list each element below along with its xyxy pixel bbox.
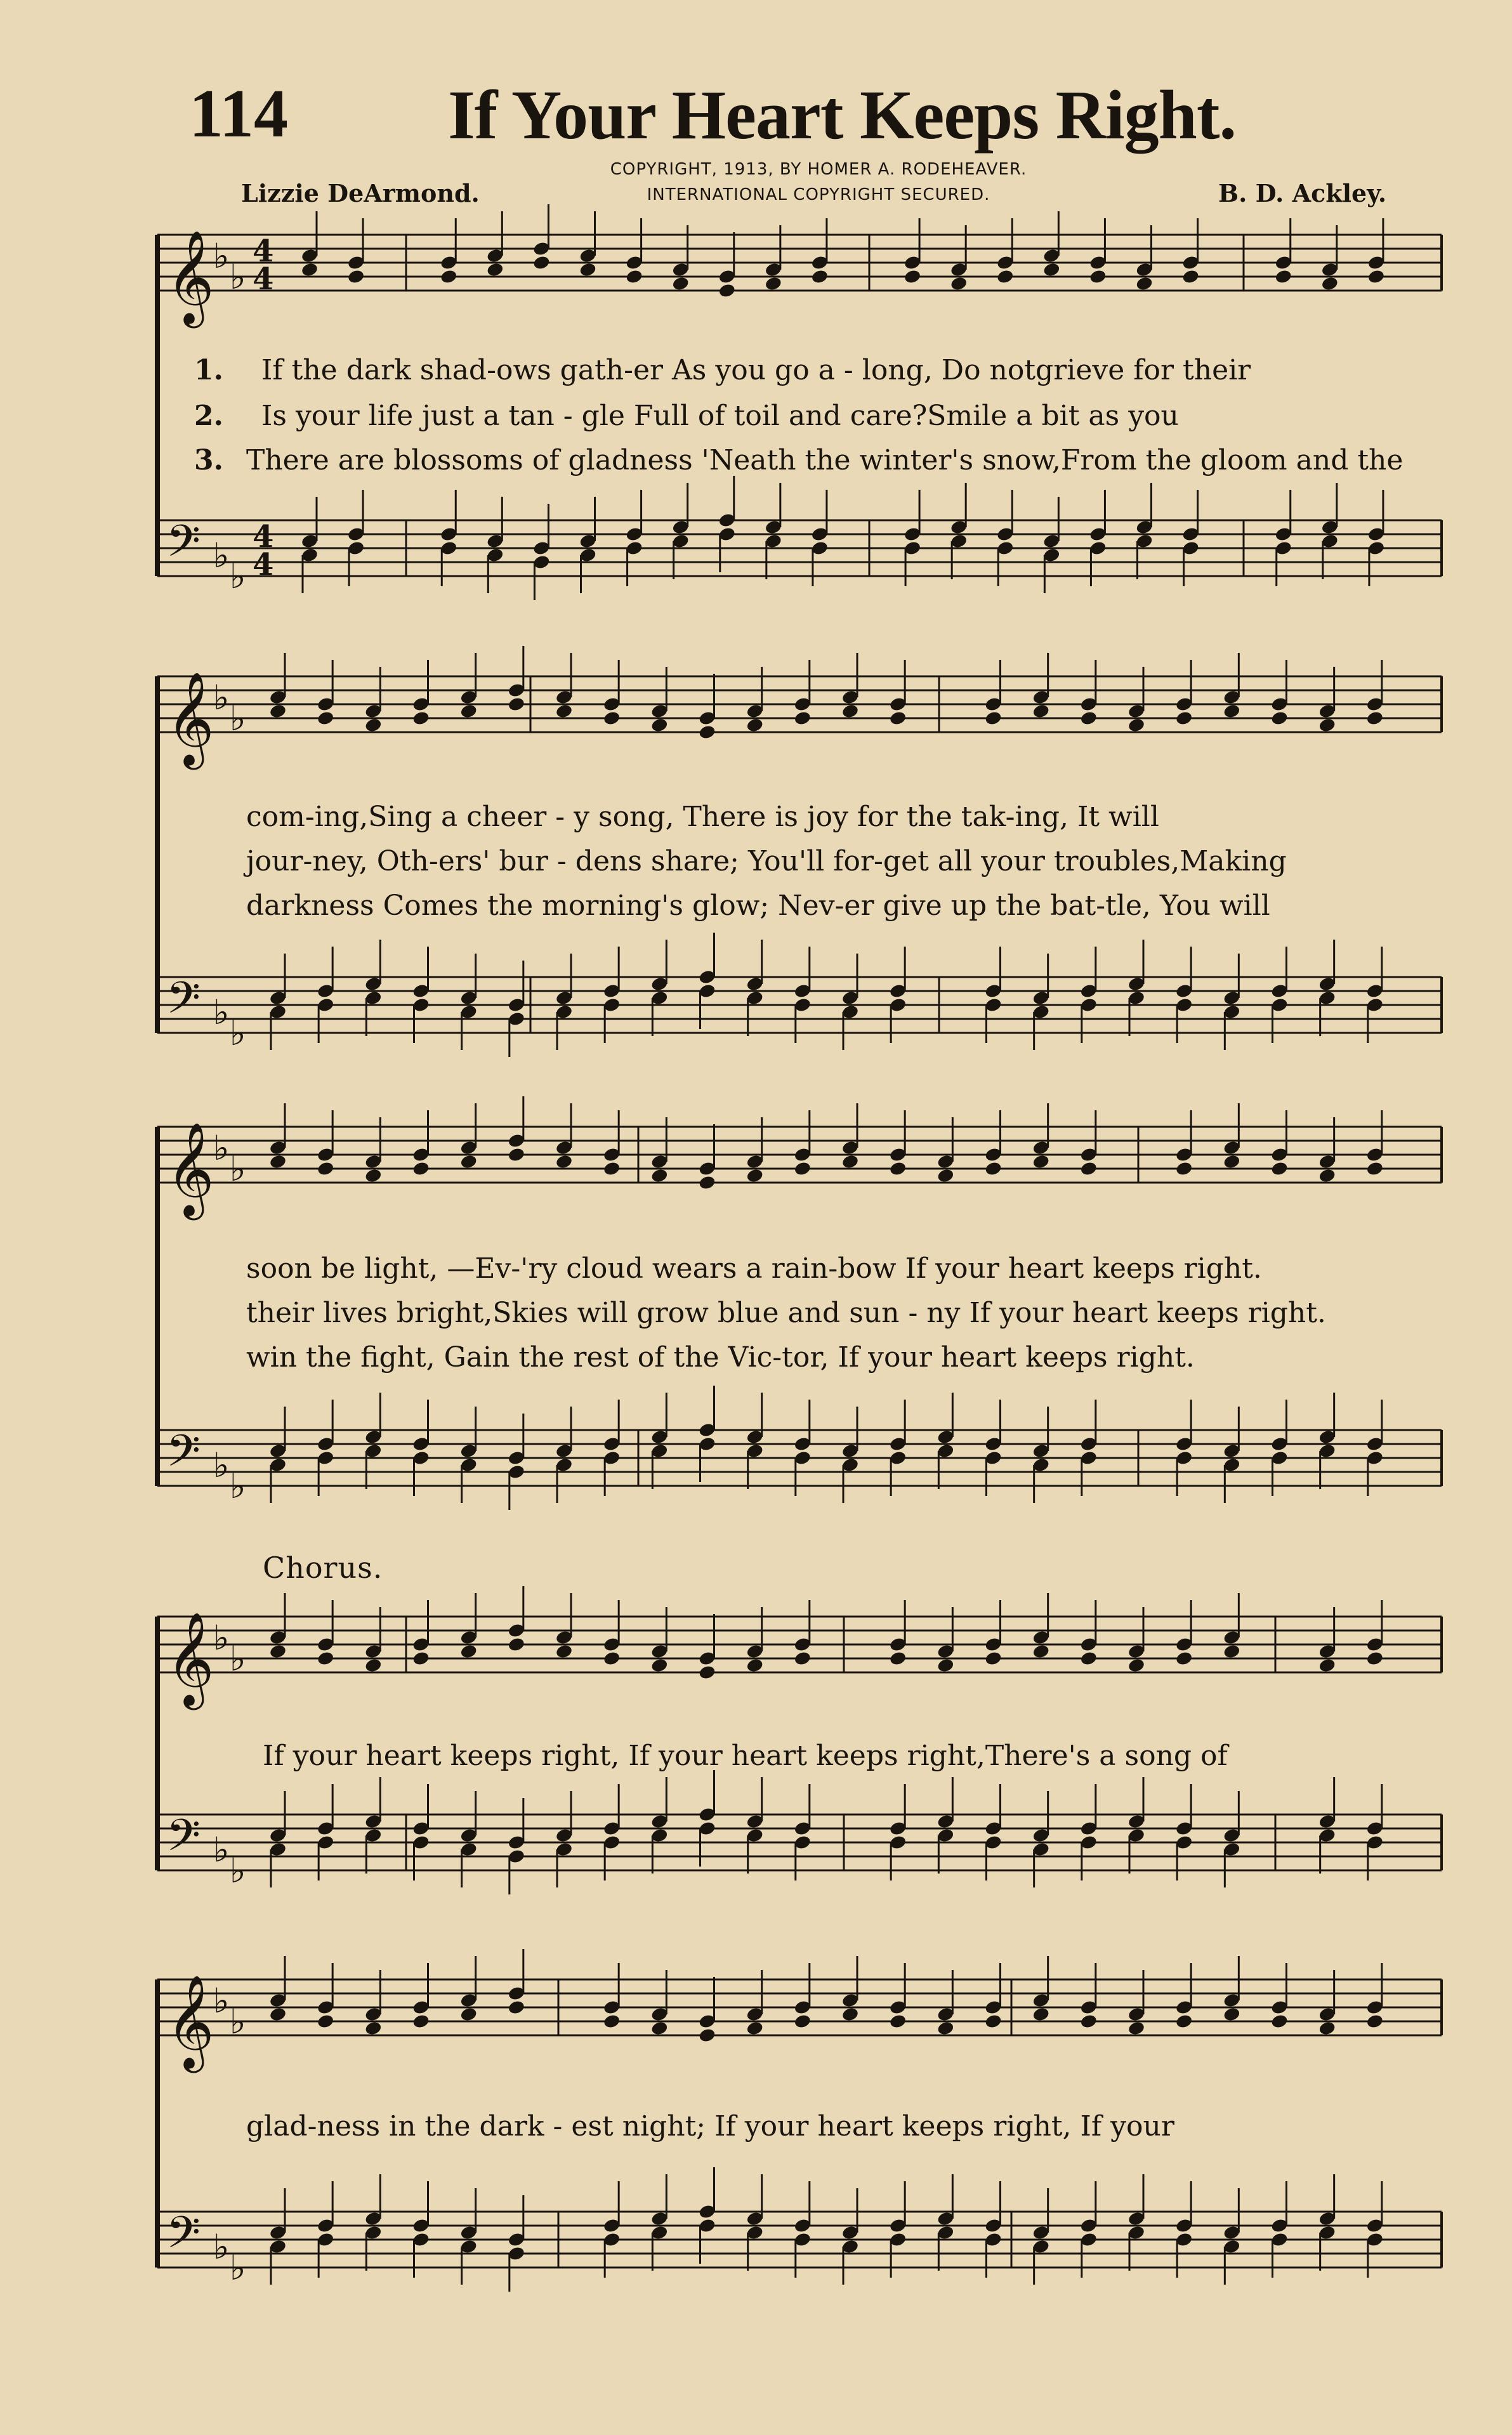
note-head: [698, 1664, 716, 1680]
note-head: [746, 1167, 764, 1183]
note-head: [1079, 2013, 1098, 2029]
note-head: [364, 1167, 383, 1183]
note-head: [889, 1650, 907, 1666]
note-head: [1175, 710, 1193, 726]
note-head: [698, 724, 716, 740]
note-head: [301, 261, 319, 277]
composer-credit: B. D. Ackley.: [1218, 179, 1387, 207]
lyric-s3-v3: win the fight, Gain the rest of the Vic-tor, If your heart keeps right.: [246, 1341, 1195, 1374]
note-head: [984, 2013, 1003, 2029]
flat-icon: ♭: [230, 556, 246, 596]
note-head: [317, 1650, 335, 1666]
note-head: [603, 710, 621, 726]
note-head: [793, 1650, 812, 1666]
lyric-s2-v3: darkness Comes the morning's glow; Nev-er give up the bat-tle, You will: [246, 889, 1270, 922]
flat-icon: ♭: [213, 236, 230, 276]
lyric-s3-v2: their lives bright,Skies will grow blue and sun - ny If your heart keeps right.: [246, 1297, 1326, 1329]
note-head: [841, 1153, 860, 1169]
note-head: [1274, 268, 1292, 284]
verse-number-1: 1.: [194, 354, 223, 386]
note-head: [937, 2020, 955, 2036]
note-head: [555, 1643, 574, 1659]
note-head: [317, 2013, 335, 2029]
lyric-s1-v2: Is your life just a tan - gle Full of toil and care?Smile a bit as you: [261, 400, 1179, 432]
note-head: [764, 275, 782, 291]
flat-icon: ♭: [230, 1466, 246, 1506]
note-head: [579, 261, 597, 277]
flat-icon: ♭: [213, 1128, 230, 1168]
note-head: [889, 1160, 907, 1176]
note-head: [269, 2006, 287, 2022]
treble-clef-icon: 𝄞: [166, 1974, 214, 2069]
note-head: [317, 710, 335, 726]
note-head: [486, 261, 504, 277]
note-head: [1032, 1643, 1050, 1659]
flat-icon: ♭: [230, 1639, 246, 1679]
note-head: [698, 2027, 716, 2043]
note-head: [698, 1174, 716, 1190]
note-head: [1365, 1160, 1384, 1176]
note-head: [718, 282, 736, 298]
note-head: [746, 717, 764, 733]
note-head: [841, 703, 860, 719]
note-head: [440, 268, 458, 284]
note-head: [459, 2006, 478, 2022]
lyric-chorus-s4: If your heart keeps right, If your heart keeps right,There's a song of: [263, 1740, 1228, 1772]
chorus-label: Chorus.: [263, 1551, 383, 1585]
flat-icon: ♭: [230, 1013, 246, 1053]
note-head: [904, 268, 922, 284]
flat-icon: ♭: [213, 1618, 230, 1658]
note-head: [364, 717, 383, 733]
note-head: [555, 1153, 574, 1169]
note-head: [1175, 1160, 1193, 1176]
page-number: 114: [189, 76, 289, 152]
note-head: [889, 710, 907, 726]
note-head: [937, 1657, 955, 1673]
note-head: [1365, 2013, 1384, 2029]
note-head: [507, 1146, 525, 1162]
flat-icon: ♭: [230, 2002, 246, 2042]
note-head: [1032, 703, 1050, 719]
note-head: [1127, 1657, 1146, 1673]
note-head: [1135, 275, 1154, 291]
note-head: [1270, 710, 1289, 726]
time-signature: 4: [253, 261, 274, 297]
note-head: [793, 2013, 812, 2029]
note-head: [950, 275, 968, 291]
treble-clef-icon: 𝄞: [166, 1611, 214, 1706]
treble-clef-icon: 𝄞: [166, 230, 214, 324]
note-head: [650, 717, 669, 733]
note-head: [555, 703, 574, 719]
lyric-chorus-s5: glad-ness in the dark - est night; If your heart keeps right, If your: [246, 2110, 1174, 2143]
flat-icon: ♭: [213, 992, 230, 1032]
time-signature: 4: [253, 519, 274, 555]
note-head: [1181, 268, 1200, 284]
flat-icon: ♭: [213, 1445, 230, 1485]
flat-icon: ♭: [230, 257, 246, 297]
lyric-s1-v1: If the dark shad-ows gath-er As you go a - long, Do notgrieve for their: [261, 354, 1251, 386]
note-head: [412, 2013, 430, 2029]
note-head: [1318, 717, 1336, 733]
copyright-notice: COPYRIGHT, 1913, BY HOMER A. RODEHEAVER.: [610, 160, 1027, 179]
flat-icon: ♭: [213, 535, 230, 575]
treble-clef-icon: 𝄞: [166, 671, 214, 766]
note-head: [1079, 710, 1098, 726]
note-head: [1223, 703, 1241, 719]
note-head: [603, 1160, 621, 1176]
flat-icon: ♭: [213, 2227, 230, 2267]
note-head: [1042, 261, 1061, 277]
lyric-s2-v2: jour-ney, Oth-ers' bur - dens share; You'll for-get all your troubles,Making: [246, 845, 1287, 877]
note-head: [1127, 717, 1146, 733]
note-head: [364, 2020, 383, 2036]
note-head: [1127, 2020, 1146, 2036]
note-head: [364, 1657, 383, 1673]
note-head: [412, 1160, 430, 1176]
note-head: [1223, 1153, 1241, 1169]
note-head: [889, 2013, 907, 2029]
flat-icon: ♭: [230, 1851, 246, 1891]
bass-clef-icon: 𝄢: [166, 1425, 201, 1487]
note-head: [1365, 1650, 1384, 1666]
time-signature: 4: [253, 547, 274, 582]
note-head: [1079, 1160, 1098, 1176]
note-head: [984, 1650, 1003, 1666]
note-head: [347, 268, 365, 284]
note-head: [650, 1167, 669, 1183]
lyric-s2-v1: com-ing,Sing a cheer - y song, There is joy for the tak-ing, It will: [246, 801, 1159, 833]
note-head: [459, 1643, 478, 1659]
note-head: [1175, 2013, 1193, 2029]
flat-icon: ♭: [230, 2248, 246, 2288]
note-head: [1320, 275, 1339, 291]
note-head: [1032, 2006, 1050, 2022]
note-head: [1089, 268, 1107, 284]
note-head: [746, 1657, 764, 1673]
note-head: [811, 268, 829, 284]
note-head: [459, 703, 478, 719]
note-head: [841, 2006, 860, 2022]
note-head: [1032, 1153, 1050, 1169]
note-head: [459, 1153, 478, 1169]
note-head: [1318, 1167, 1336, 1183]
note-head: [984, 710, 1003, 726]
verse-number-3: 3.: [194, 444, 223, 476]
flat-icon: ♭: [230, 699, 246, 738]
note-head: [984, 1160, 1003, 1176]
lyric-s1-v3: There are blossoms of gladness 'Neath the winter's snow,From the gloom and the: [246, 444, 1404, 476]
note-head: [1175, 1650, 1193, 1666]
note-head: [1365, 710, 1384, 726]
note-head: [1223, 2006, 1241, 2022]
bass-clef-icon: 𝄢: [166, 972, 201, 1034]
note-head: [507, 696, 525, 712]
bass-clef-icon: 𝄢: [166, 515, 201, 577]
note-head: [671, 275, 690, 291]
note-head: [269, 1153, 287, 1169]
note-head: [793, 1160, 812, 1176]
note-head: [625, 268, 643, 284]
note-head: [1270, 2013, 1289, 2029]
hymn-title: If Your Heart Keeps Right.: [448, 76, 1236, 154]
bass-clef-icon: 𝄢: [166, 1809, 201, 1872]
note-head: [1367, 268, 1386, 284]
note-head: [650, 1657, 669, 1673]
note-head: [793, 710, 812, 726]
note-head: [412, 710, 430, 726]
note-head: [603, 2013, 621, 2029]
note-head: [746, 2020, 764, 2036]
flat-icon: ♭: [213, 1830, 230, 1870]
note-head: [317, 1160, 335, 1176]
treble-clef-icon: 𝄞: [166, 1122, 214, 1216]
note-head: [1270, 1160, 1289, 1176]
note-head: [412, 1650, 430, 1666]
bass-clef-icon: 𝄢: [166, 2207, 201, 2269]
lyric-s3-v1: soon be light, —Ev-'ry cloud wears a rain-bow If your heart keeps right.: [246, 1252, 1262, 1285]
copyright-international: INTERNATIONAL COPYRIGHT SECURED.: [647, 185, 990, 204]
flat-icon: ♭: [213, 1981, 230, 2021]
note-head: [1318, 1657, 1336, 1673]
note-head: [507, 1999, 525, 2015]
note-head: [269, 703, 287, 719]
lyricist-credit: Lizzie DeArmond.: [241, 179, 480, 207]
note-head: [532, 254, 551, 270]
note-head: [996, 268, 1015, 284]
verse-number-2: 2.: [194, 400, 223, 432]
time-signature: 4: [253, 233, 274, 269]
note-head: [507, 1636, 525, 1652]
note-head: [269, 1643, 287, 1659]
note-head: [603, 1650, 621, 1666]
note-head: [937, 1167, 955, 1183]
flat-icon: ♭: [213, 678, 230, 718]
note-head: [1318, 2020, 1336, 2036]
flat-icon: ♭: [230, 1149, 246, 1189]
note-head: [1079, 1650, 1098, 1666]
note-head: [650, 2020, 669, 2036]
note-head: [1223, 1643, 1241, 1659]
